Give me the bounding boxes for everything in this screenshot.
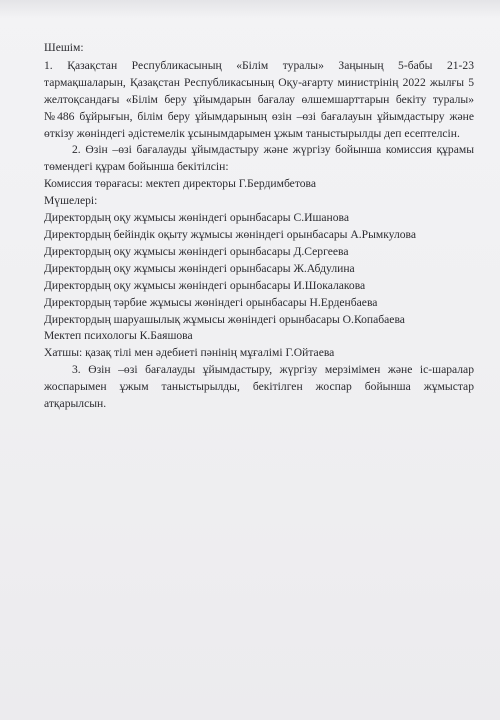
member-line: Директордың оқу жұмысы жөніндегі орынбасары Д.Сергеева	[44, 244, 349, 258]
page-shadow	[0, 0, 500, 18]
member-line: Директордың оқу жұмысы жөніндегі орынбасары С.Ишанова	[44, 211, 350, 225]
decision-item-1: 1. Қазақстан Республикасының «Білім туралы» Заңының 5-бабы 21-23 тармақшаларын, Қазақстан Республикасының Оқу-ағарту министрінің 2022 жылғы 5 желтоқсандағы «Білім беру ұйымдарын бағалау өлшемшарттарын бекіту туралы» №486 бұйрығын, білім беру ұйымдарының өзін –өзі бағалауын ұйымдастыру және өткізу жөніндегі әдістемелік ұсынымдарымен ұжым таныстырылды деп есептелсін.	[44, 58, 474, 140]
members-heading: Мүшелері:	[44, 194, 98, 208]
decision-item-3: 3. Өзін –өзі бағалауды ұйымдастыру, жүргізу мерзімімен және іс-шаралар жоспарымен ұжым таныстырылды, бекітілген жоспар бойынша жұмыстар атқарылсын.	[44, 363, 474, 411]
document-body	[44, 40, 474, 413]
decision-heading: Шешім:	[44, 41, 84, 54]
decision-item-2: 2. Өзін –өзі бағалауды ұйымдастыру және жүргізу бойынша комиссия құрамы төмендегі құрам бойынша бекітілсін:	[44, 143, 474, 174]
member-line: Директордың тәрбие жұмысы жөніндегі орынбасары Н.Ерденбаева	[44, 295, 378, 309]
member-line: Директордың оқу жұмысы жөніндегі орынбасары Ж.Абдулина	[44, 261, 355, 275]
member-line: Директордың шаруашылық жұмысы жөніндегі орынбасары О.Копабаева	[44, 312, 405, 326]
commission-secretary: Хатшы: қазақ тілі мен әдебиеті пәнінің мұғалімі Г.Ойтаева	[44, 346, 335, 360]
member-line: Директордың оқу жұмысы жөніндегі орынбасары И.Шокалакова	[44, 278, 366, 292]
commission-chair: Комиссия төрағасы: мектеп директоры Г.Бердимбетова	[44, 177, 317, 191]
member-line: Директордың бейіндік оқыту жұмысы жөніндегі орынбасары А.Рымкулова	[44, 227, 417, 241]
member-line: Мектеп психологы К.Баяшова	[44, 329, 193, 343]
